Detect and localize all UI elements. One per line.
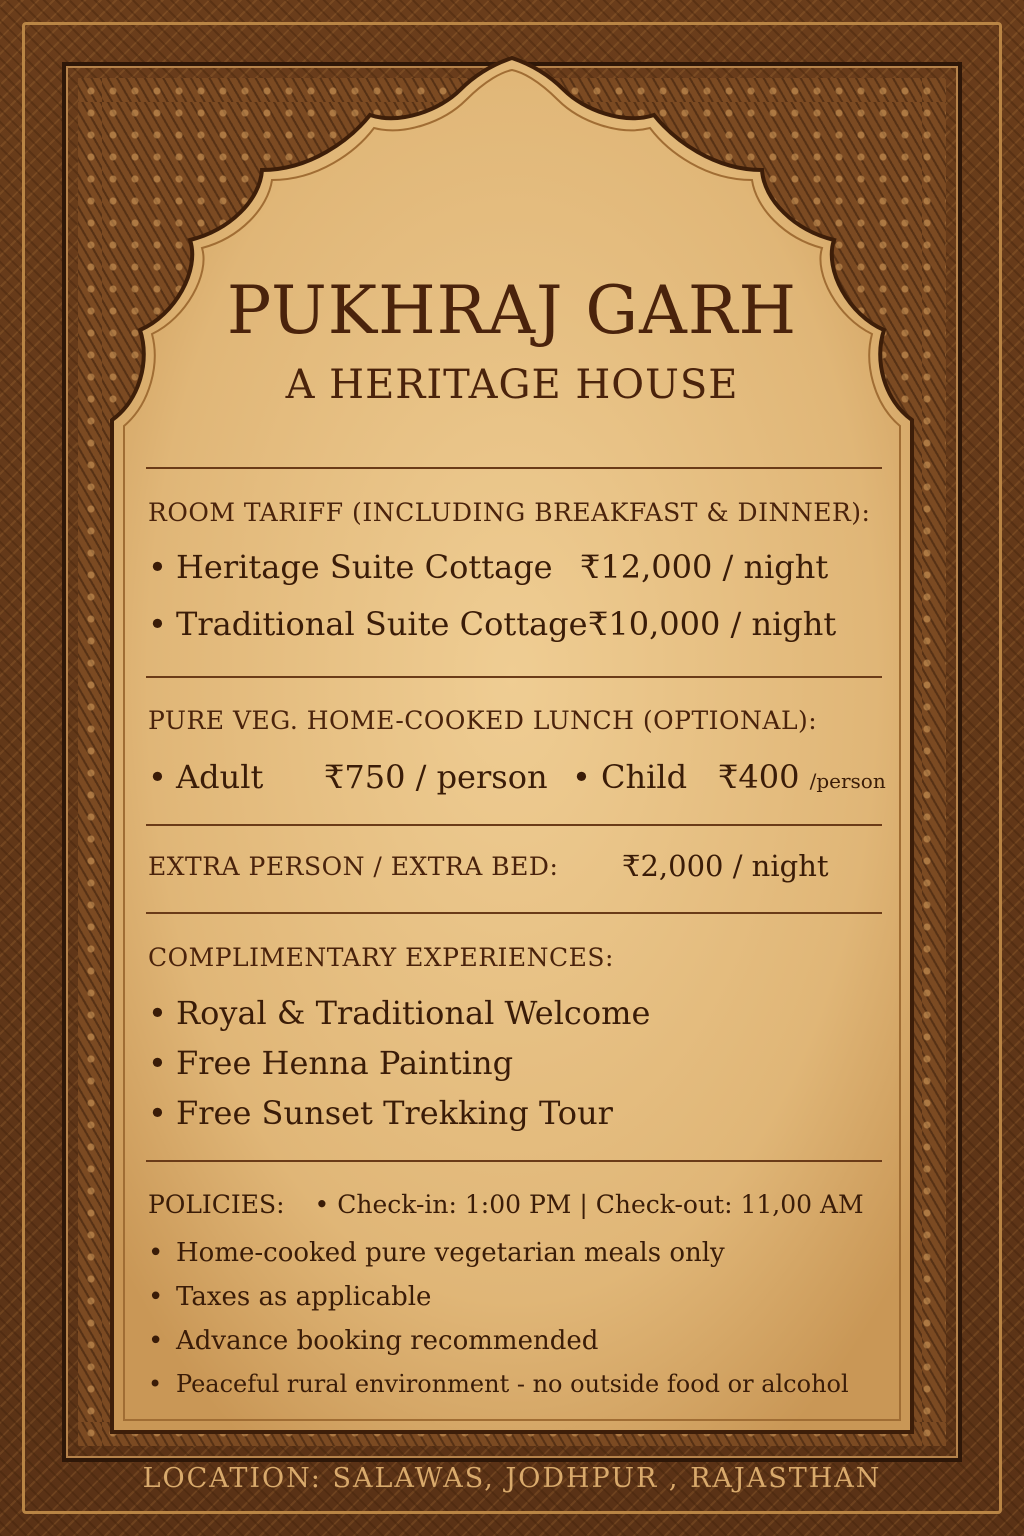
lunch-child-price-unit: /person [809, 769, 886, 793]
bullet-icon: • [148, 548, 167, 586]
lunch-child [572, 758, 687, 796]
experience-item-text: Free Sunset Trekking Tour [176, 1094, 613, 1132]
bullet-icon: • [148, 605, 167, 643]
bullet-icon: • [148, 1094, 167, 1132]
policy-item-text: Advance booking recommended [176, 1326, 599, 1356]
policies-heading: POLICIES: [148, 1190, 285, 1219]
lunch-adult [148, 758, 263, 796]
bullet-icon: • [148, 1370, 163, 1398]
location-footer: LOCATION: SALAWAS, JODHPUR , RAJASTHAN [142, 1463, 882, 1494]
experiences-heading: COMPLIMENTARY EXPERIENCES: [148, 943, 614, 972]
tariff-item [148, 605, 588, 643]
tariff-item-price: ₹10,000 / night [588, 605, 837, 643]
bullet-icon: • [572, 758, 591, 796]
experience-item [148, 994, 650, 1032]
policy-item [148, 1282, 431, 1312]
experience-item-text: Free Henna Painting [176, 1044, 514, 1082]
lunch-adult-label: Adult [176, 758, 264, 796]
policy-item-text: Peaceful rural environment - no outside food or alcohol [176, 1370, 849, 1398]
policy-item-text: Home-cooked pure vegetarian meals only [176, 1238, 725, 1268]
divider [146, 676, 882, 678]
divider [146, 467, 882, 469]
bullet-icon: • [148, 1238, 164, 1268]
tariff-item-name: Heritage Suite Cottage [176, 548, 553, 586]
checkin-text: Check-in: 1:00 PM [337, 1190, 572, 1219]
policies-header-row [148, 1190, 864, 1219]
room-tariff-heading: ROOM TARIFF (INCLUDING BREAKFAST & DINNER): [148, 498, 871, 527]
lunch-child-price [718, 758, 886, 796]
bullet-icon: • [148, 1044, 167, 1082]
extra-bed-heading: EXTRA PERSON / EXTRA BED: [148, 852, 559, 881]
lunch-heading: PURE VEG. HOME-COOKED LUNCH (OPTIONAL): [148, 706, 818, 735]
experience-item-text: Royal & Traditional Welcome [176, 994, 651, 1032]
menu-content [112, 0, 912, 1536]
page-subtitle: A HERITAGE HOUSE [285, 362, 739, 408]
page-title: PUKHRAJ GARH [226, 272, 798, 349]
policy-item [148, 1238, 725, 1268]
tariff-item-name: Traditional Suite Cottage [176, 605, 588, 643]
bullet-icon: • [148, 758, 167, 796]
divider [146, 824, 882, 826]
bullet-icon: • [148, 994, 167, 1032]
tariff-item-price: ₹12,000 / night [580, 548, 829, 586]
lunch-adult-price: ₹750 / person [324, 758, 548, 796]
divider [146, 912, 882, 914]
policy-item-text: Taxes as applicable [176, 1282, 432, 1312]
lunch-child-label: Child [601, 758, 688, 796]
separator: | [579, 1190, 588, 1219]
extra-bed-price: ₹2,000 / night [622, 849, 829, 883]
divider [146, 1160, 882, 1162]
tariff-item [148, 548, 553, 586]
policy-item [148, 1370, 849, 1398]
experience-item [148, 1094, 613, 1132]
policy-item [148, 1326, 598, 1356]
bullet-icon: • [148, 1282, 164, 1312]
bullet-icon: • [148, 1326, 164, 1356]
lunch-child-price-value: ₹400 [718, 758, 800, 796]
bullet-icon: • [314, 1190, 330, 1219]
experience-item [148, 1044, 513, 1082]
checkout-text: Check-out: 11,00 AM [595, 1190, 864, 1219]
